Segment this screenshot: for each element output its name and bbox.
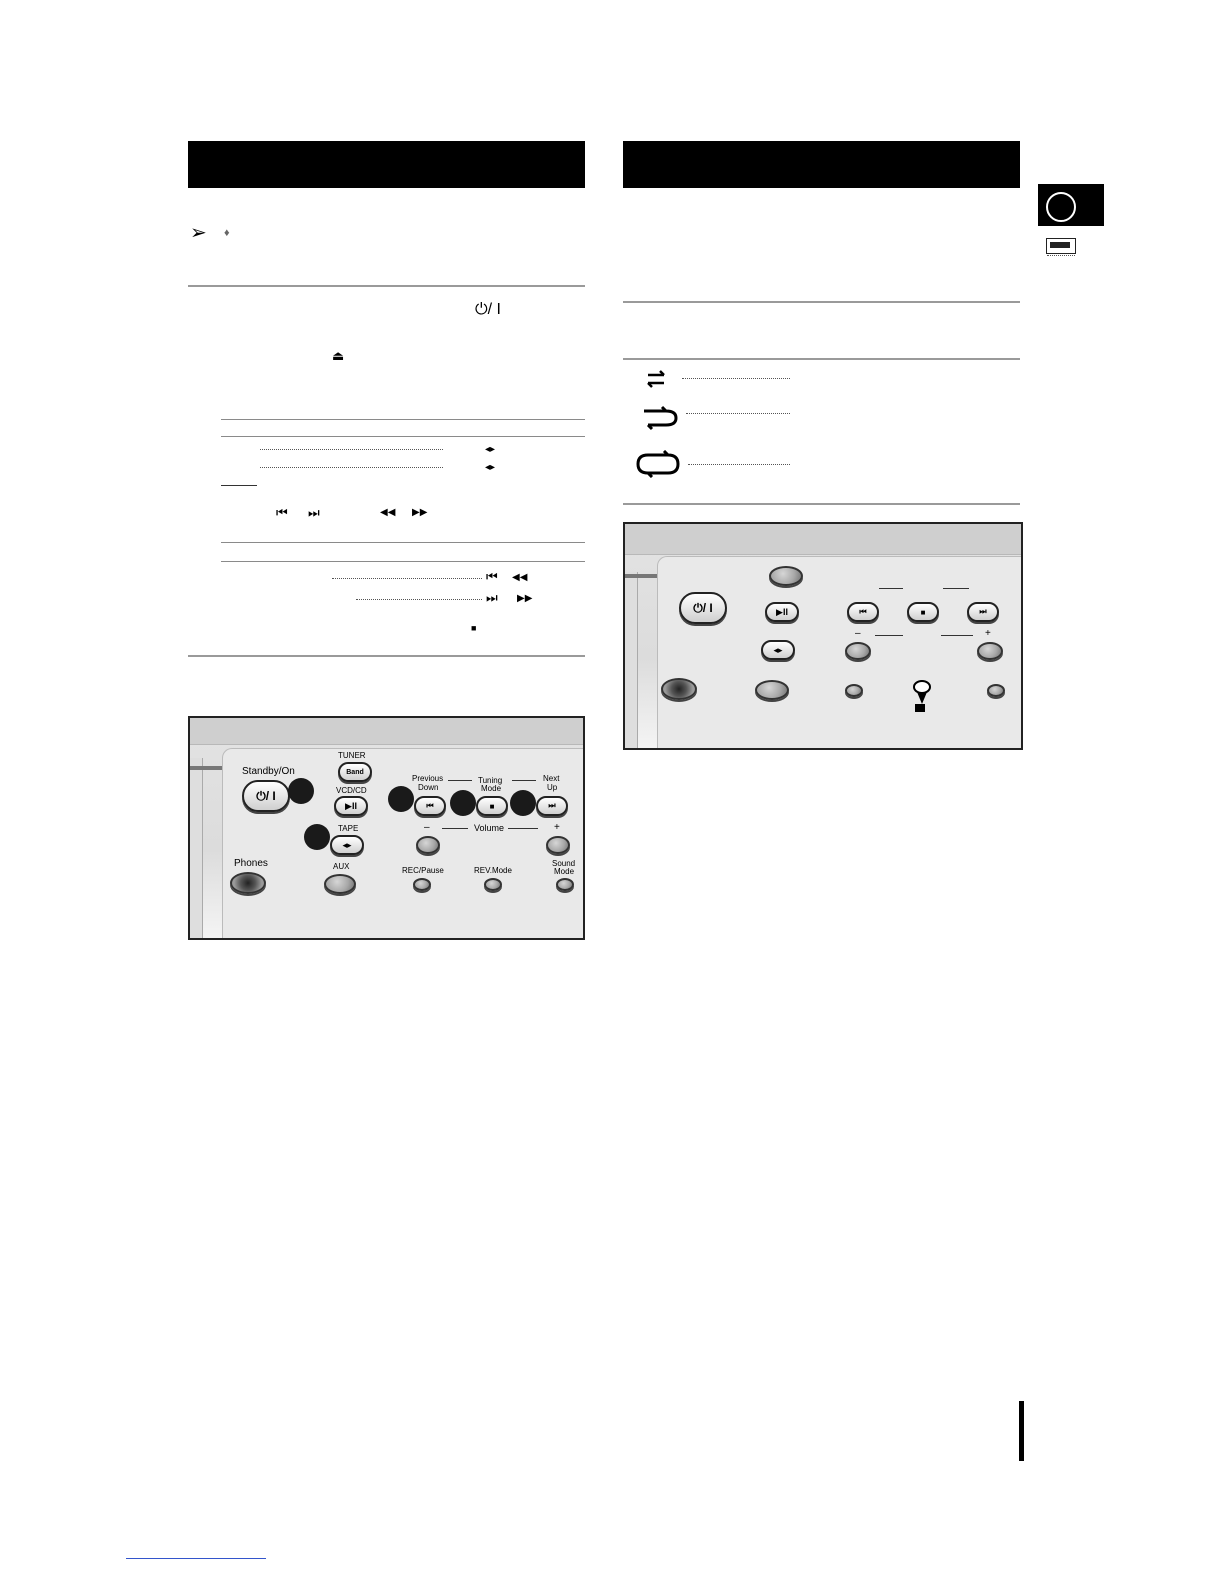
cassette-icon bbox=[1046, 238, 1076, 254]
standby-label: Standby/On bbox=[242, 766, 295, 777]
revmode-button[interactable] bbox=[484, 878, 502, 891]
dotted-leader-r3 bbox=[688, 464, 790, 465]
left-rule-2 bbox=[188, 655, 585, 657]
mode-label: Mode bbox=[481, 784, 502, 793]
callout-1 bbox=[288, 778, 314, 804]
skip-next-icon-2: ⏭ bbox=[486, 590, 498, 605]
reverse-mode-one-way-icon bbox=[644, 370, 668, 388]
vcdcd-symbol-r: ▶II bbox=[776, 606, 788, 617]
stop-button[interactable] bbox=[476, 796, 508, 816]
tuner-band-text: Band bbox=[346, 768, 364, 776]
previous-button-r[interactable] bbox=[847, 602, 879, 622]
dotted-leader-r1 bbox=[682, 378, 790, 379]
next-label: Next bbox=[543, 774, 560, 783]
dotted-leader-2 bbox=[260, 467, 443, 468]
phones-jack-r[interactable] bbox=[661, 678, 697, 700]
note-arrow-icon: ➢ bbox=[190, 222, 207, 244]
volume-line-right-r bbox=[941, 635, 973, 636]
tuner-band-button[interactable] bbox=[338, 762, 372, 782]
ffwd-icon: ▶▶ bbox=[412, 507, 428, 518]
front-panel-illustration-right bbox=[623, 522, 1023, 750]
next-symbol: ⏭ bbox=[548, 801, 556, 810]
ffwd-icon-2: ▶▶ bbox=[517, 593, 533, 604]
tuner-button-r[interactable] bbox=[769, 566, 803, 586]
right-section-header-bar bbox=[623, 141, 1020, 188]
dotted-leader-3 bbox=[332, 578, 482, 579]
table-rule-head bbox=[221, 436, 585, 437]
tuning-line-right-r bbox=[943, 588, 969, 589]
left-section-header-bar bbox=[188, 141, 585, 188]
language-circle-icon bbox=[1046, 192, 1076, 222]
next-symbol-r: ⏭ bbox=[979, 607, 987, 616]
volume-up-button[interactable] bbox=[546, 836, 570, 854]
standby-symbol: ⏻/ I bbox=[256, 788, 276, 803]
table-rule-top bbox=[221, 419, 585, 420]
rewind-icon: ◀◀ bbox=[380, 507, 396, 518]
revmode-label: REV.Mode bbox=[474, 866, 512, 875]
panel-top-strip bbox=[190, 718, 583, 745]
play-direction-icon-2: ◂▸ bbox=[485, 462, 496, 473]
sound-mode-button-r[interactable] bbox=[987, 684, 1005, 697]
tuner-label: TUNER bbox=[338, 751, 366, 760]
next-button[interactable] bbox=[536, 796, 568, 816]
table2-rule-top bbox=[221, 542, 585, 543]
panel-ledge-r bbox=[625, 574, 659, 578]
skip-next-icon: ⏭ bbox=[308, 505, 320, 520]
left-rule-1 bbox=[188, 285, 585, 287]
front-panel-illustration-left bbox=[188, 716, 585, 940]
dotted-leader-4 bbox=[356, 599, 482, 600]
previous-button[interactable] bbox=[414, 796, 446, 816]
volume-minus-label-r: – bbox=[855, 628, 861, 639]
up-label: Up bbox=[547, 783, 558, 792]
previous-label: Previous bbox=[412, 774, 444, 783]
rewind-icon-2: ◀◀ bbox=[512, 572, 528, 583]
eject-icon: ⏏ bbox=[332, 348, 345, 363]
pointer-hand-icon bbox=[911, 680, 929, 714]
volume-label: Volume bbox=[474, 823, 505, 833]
phones-label: Phones bbox=[234, 858, 268, 869]
panel-top-strip-r bbox=[625, 524, 1021, 555]
tape-button[interactable] bbox=[330, 835, 364, 855]
power-symbol-icon: ⏻/ I bbox=[475, 301, 501, 318]
tape-label: TAPE bbox=[338, 824, 359, 833]
panel-edge-r bbox=[625, 572, 638, 748]
volume-down-button[interactable] bbox=[416, 836, 440, 854]
reverse-mode-continuous-icon bbox=[634, 450, 682, 478]
dotted-leader-r2 bbox=[686, 413, 790, 414]
volume-line-left-r bbox=[875, 635, 903, 636]
previous-symbol-r: ⏮ bbox=[859, 607, 867, 616]
aux-button-r[interactable] bbox=[755, 680, 789, 700]
previous-symbol: ⏮ bbox=[426, 801, 434, 810]
note-underline bbox=[221, 485, 257, 486]
footer-link-underline bbox=[126, 1558, 266, 1559]
tuning-line-left bbox=[448, 780, 472, 781]
volume-line-right bbox=[508, 828, 538, 829]
sound-mode-label: Mode bbox=[554, 867, 575, 876]
callout-4 bbox=[450, 790, 476, 816]
vcdcd-symbol: ▶II bbox=[345, 800, 357, 811]
recpause-label: REC/Pause bbox=[402, 866, 444, 875]
tuning-label: Tuning bbox=[478, 776, 503, 785]
right-rule-1 bbox=[623, 301, 1020, 303]
panel-edge bbox=[190, 758, 203, 938]
right-rule-3 bbox=[623, 503, 1020, 505]
vcdcd-button-r[interactable] bbox=[765, 602, 799, 622]
page-edge-marker bbox=[1019, 1401, 1024, 1461]
vcdcd-button[interactable] bbox=[334, 796, 368, 816]
tape-symbol-r: ◂▸ bbox=[773, 644, 783, 655]
aux-label: AUX bbox=[333, 862, 350, 871]
volume-plus-label-r: + bbox=[985, 628, 991, 639]
aux-button[interactable] bbox=[324, 874, 356, 894]
table2-rule-head bbox=[221, 561, 585, 562]
volume-minus-label: – bbox=[424, 822, 430, 833]
volume-up-button-r[interactable] bbox=[977, 642, 1003, 660]
next-button-r[interactable] bbox=[967, 602, 999, 622]
dotted-leader-1 bbox=[260, 449, 443, 450]
vcdcd-label: VCD/CD bbox=[336, 786, 367, 795]
sound-label: Sound bbox=[552, 859, 576, 868]
play-direction-icon: ◂▸ bbox=[485, 444, 496, 455]
tuning-line-right bbox=[512, 780, 536, 781]
reverse-mode-round-trip-icon bbox=[640, 404, 680, 432]
standby-symbol-r: ⏻/ I bbox=[693, 600, 713, 615]
note-bullet-icon: ♦ bbox=[224, 227, 230, 239]
sound-mode-button[interactable] bbox=[556, 878, 574, 891]
recpause-button-r[interactable] bbox=[845, 684, 863, 697]
volume-plus-label: + bbox=[554, 822, 560, 833]
panel-face-r bbox=[657, 556, 1021, 748]
standby-button-r[interactable] bbox=[679, 592, 727, 624]
volume-line-left bbox=[442, 828, 468, 829]
right-rule-2 bbox=[623, 358, 1020, 360]
recpause-button[interactable] bbox=[413, 878, 431, 891]
stop-symbol-r: ■ bbox=[920, 607, 926, 617]
phones-jack[interactable] bbox=[230, 872, 266, 894]
skip-prev-icon-2: ⏮ bbox=[486, 569, 498, 584]
skip-prev-icon: ⏮ bbox=[276, 505, 288, 520]
callout-5 bbox=[510, 790, 536, 816]
down-label: Down bbox=[418, 783, 439, 792]
stop-button-r[interactable] bbox=[907, 602, 939, 622]
language-tab bbox=[1038, 184, 1104, 226]
stop-icon: ■ bbox=[471, 623, 477, 633]
tape-button-r[interactable] bbox=[761, 640, 795, 660]
standby-button[interactable] bbox=[242, 780, 290, 812]
callout-3 bbox=[388, 786, 414, 812]
panel-ledge bbox=[190, 766, 224, 770]
volume-down-button-r[interactable] bbox=[845, 642, 871, 660]
tuning-line-left-r bbox=[879, 588, 903, 589]
stop-symbol: ■ bbox=[489, 801, 495, 811]
tape-symbol: ◂▸ bbox=[342, 839, 352, 850]
callout-2 bbox=[304, 824, 330, 850]
